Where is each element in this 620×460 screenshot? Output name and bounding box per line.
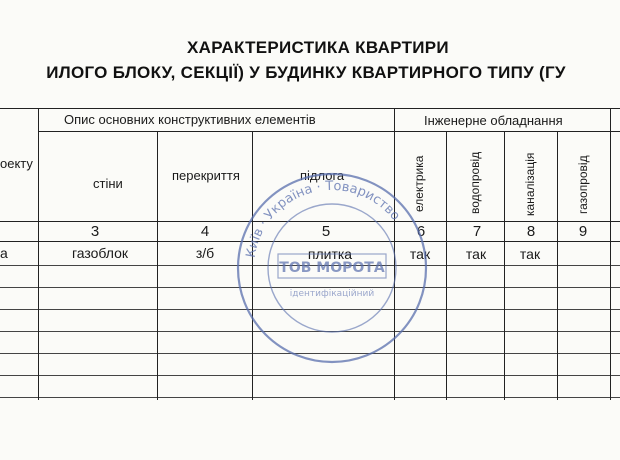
group-header-divider [38, 131, 620, 132]
col-divider [446, 131, 447, 400]
row1-walls: газоблок [71, 245, 129, 261]
row1-floor: плитка [307, 246, 353, 262]
row1-floors-ceiling: з/б [195, 245, 215, 261]
col-header-sewer: каналізація [523, 152, 537, 216]
stamp-center-subtext: ідентифікаційний [289, 289, 375, 299]
col-divider [557, 131, 558, 400]
document-subtitle: ИЛОГО БЛОКУ, СЕКЦІЇ) У БУДИНКУ КВАРТИРНОГО ТИПУ (ГУ [46, 63, 566, 82]
stamp-center-text: ТОВ МОРОТА [279, 260, 385, 276]
row1-left-cell: а [0, 245, 8, 261]
column-number: 6 [416, 223, 426, 240]
structural-group-header: Опис основних конструктивних елементів [64, 112, 316, 127]
column-number: 3 [90, 223, 100, 240]
col-divider [610, 108, 611, 400]
col-header-floors-ceiling: перекриття [172, 168, 240, 183]
col-divider [504, 131, 505, 400]
column-number: 9 [578, 223, 588, 240]
table-top-border [0, 108, 620, 109]
row1-sewer: так [519, 246, 541, 262]
col-divider [157, 131, 158, 400]
row-line [0, 375, 620, 376]
column-number: 8 [526, 223, 536, 240]
col-header-water: водопровід [468, 151, 482, 214]
col-header-gas: газопровід [576, 155, 590, 214]
official-stamp [232, 168, 432, 368]
row1-water: так [465, 246, 487, 262]
col-header-walls: стіни [93, 176, 123, 191]
col-header-floor: підлога [300, 168, 345, 183]
column-number: 4 [200, 223, 210, 240]
row-line [0, 397, 620, 398]
left-col-header: оекту [0, 156, 33, 171]
column-number: 7 [472, 223, 482, 240]
col-divider [38, 108, 39, 400]
engineering-group-header: Інженерне обладнання [424, 113, 563, 128]
document-title: ХАРАКТЕРИСТИКА КВАРТИРИ [187, 38, 449, 57]
row1-electric: так [409, 246, 431, 262]
stamp-ring-text: Київ · Україна · Товариство [243, 178, 403, 259]
column-number: 5 [321, 223, 331, 240]
col-header-electric: електрика [412, 155, 426, 212]
